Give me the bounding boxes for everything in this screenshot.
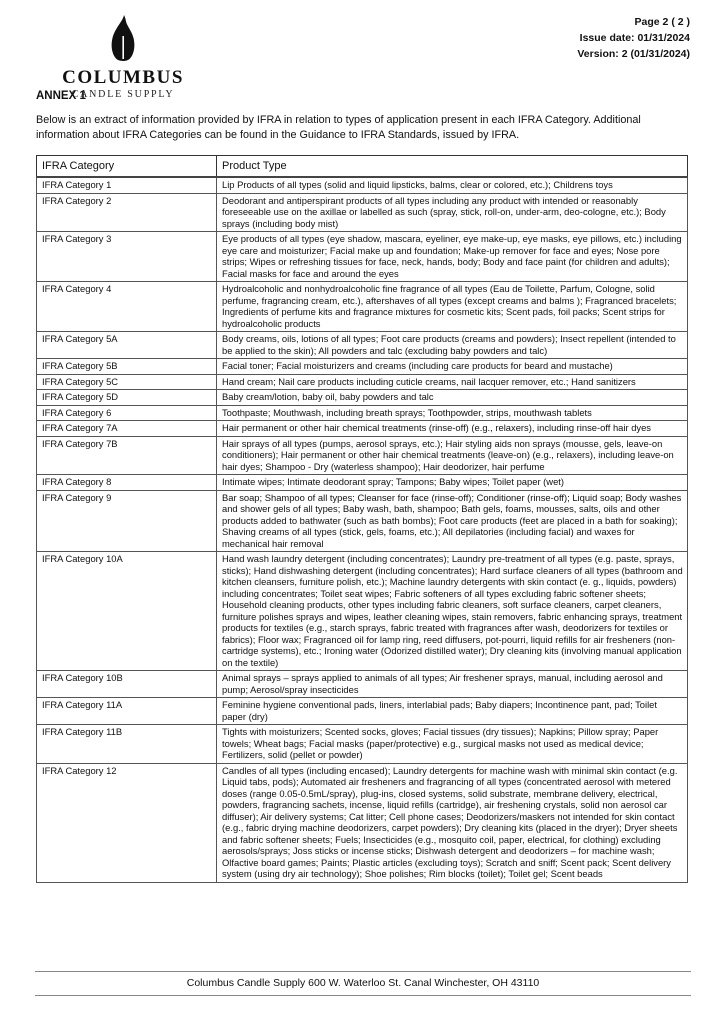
intro-paragraph: Below is an extract of information provided by IFRA in relation to types of application present in each IFRA Category. Additional information about IFRA Categories can be found in the Guidance to IFRA Standards, issued by IFRA. (36, 114, 641, 141)
table-row (37, 332, 688, 359)
ifra-category-cell: IFRA Category 7B (37, 436, 217, 475)
table-header-row (37, 156, 688, 178)
ifra-category-cell: IFRA Category 2 (37, 193, 217, 232)
product-type-cell: Hydroalcoholic and nonhydroalcoholic fine fragrance of all types (Eau de Toilette, Parfum, Cologne, solid perfume, fragrancing cream, etc.), aftershaves of all types (except creams and balms ); Fragranced bracelets; Ingredients of perfume kits and fragrance mixtures for cosmetic kits; Scent pads, foil packs; Scent strips for hydroalcoholic products (217, 282, 688, 332)
logo-company-name: COLUMBUS (62, 67, 184, 88)
document-meta (577, 14, 690, 62)
table-row (37, 374, 688, 390)
header-ifra-category: IFRA Category (37, 156, 217, 178)
ifra-category-cell: IFRA Category 9 (37, 490, 217, 552)
ifra-category-cell: IFRA Category 10A (37, 552, 217, 671)
product-type-cell: Deodorant and antiperspirant products of all types including any product with intended or reasonably foreseeable use on the axillae or labelled as such (spray, stick, roll-on, under-arm, deo-cologne, etc.); Body sprays (including body mist) (217, 193, 688, 232)
ifra-table-container (36, 155, 688, 883)
product-type-cell: Toothpaste; Mouthwash, including breath sprays; Toothpowder, strips, mouthwash tablets (217, 405, 688, 421)
ifra-category-cell: IFRA Category 8 (37, 475, 217, 491)
ifra-category-cell: IFRA Category 4 (37, 282, 217, 332)
product-type-cell: Hair sprays of all types (pumps, aerosol sprays, etc.); Hair styling aids non sprays (mousse, gels, leave-on conditioners); Hair permanent or other hair chemical treatments (leave-on) (e.g., relaxers), including leave-on hair dyes; Shampoo - Dry (waterless shampoo); Hair deodorizer, hair perfume (217, 436, 688, 475)
product-type-cell: Body creams, oils, lotions of all types; Foot care products (creams and powders); Insect repellent (intended to be applied to the skin); All powders and talc (excluding baby powders and talc) (217, 332, 688, 359)
table-row (37, 405, 688, 421)
table-row (37, 177, 688, 193)
annex-title: ANNEX 1 (36, 90, 86, 102)
flame-icon (103, 14, 143, 66)
product-type-cell: Intimate wipes; Intimate deodorant spray; Tampons; Baby wipes; Toilet paper (wet) (217, 475, 688, 491)
table-row (37, 490, 688, 552)
issue-date: Issue date: 01/31/2024 (579, 32, 690, 44)
ifra-category-cell: IFRA Category 3 (37, 232, 217, 282)
table-row (37, 763, 688, 882)
page-footer (35, 971, 691, 996)
ifra-category-cell: IFRA Category 1 (37, 177, 217, 193)
ifra-table-body (37, 177, 688, 882)
table-row (37, 390, 688, 406)
table-row (37, 671, 688, 698)
table-row (37, 359, 688, 375)
product-type-cell: Facial toner; Facial moisturizers and creams (including care products for beard and mustache) (217, 359, 688, 375)
ifra-category-cell: IFRA Category 6 (37, 405, 217, 421)
ifra-category-cell: IFRA Category 12 (37, 763, 217, 882)
logo-company-subname: CANDLE SUPPLY (71, 89, 175, 100)
ifra-category-cell: IFRA Category 10B (37, 671, 217, 698)
product-type-cell: Candles of all types (including encased); Laundry detergents for machine wash with minimal skin contact (e.g. Liquid tabs, pods); Automated air fresheners and fragrancing of all types (concentrated aerosol with metered doses (range 0.05-0.5mL/spray), plug-ins, closed systems, solid substrate, membrane delivery, electrical, powders, fragrancing sachets, incense, liquid refills (cartridge), air freshening crystals, solid non aerosol car diffuser); Air delivery systems; Cat litter; Cell phone cases; Deodorizers/maskers not intended for skin contact (e.g., fabric drying machine deodorizers, carpet powders); Dry cleaning kits (placed in the dryer); Dryer sheets and fabric softener sheets; Fuels; Insecticides (e.g., mosquito coil, paper, electrical, for clothing) excluding aerosols/sprays; Joss sticks or incense sticks; Dishwash detergent and deodorizers – for machine wash; Olfactive board games; Paints; Plastic articles (excluding toys); Scratch and sniff; Scent pack; Scent delivery system (using dry air technology); Shoe polishes; Rim blocks (toilet); Toilet gel; Scent beads (217, 763, 688, 882)
table-row (37, 193, 688, 232)
version: Version: 2 (01/31/2024) (577, 48, 690, 60)
ifra-category-cell: IFRA Category 5A (37, 332, 217, 359)
ifra-category-table (36, 155, 688, 883)
product-type-cell: Eye products of all types (eye shadow, mascara, eyeliner, eye make-up, eye masks, eye pillows, etc.) including eye care and moisturizer; Facial make up and foundation; Make-up remover for face and eyes; Nose pore strips; Wipes or refreshing tissues for face, neck, hands, body; Body and face paint (for children and adults); Facial masks for face and around the eyes (217, 232, 688, 282)
product-type-cell: Bar soap; Shampoo of all types; Cleanser for face (rinse-off); Conditioner (rinse-off); Liquid soap; Body washes and shower gels of all types; Baby wash, bath, shampoo; Bath gels, foams, mousses, salts, oils and other products added to bathwater (such as bath bombs); Foot care products (feet are placed in a bath for soaking); Shaving creams of all types (stick, gels, foams, etc.); All depilatories (including facial) and waxes for mechanical hair removal (217, 490, 688, 552)
table-row (37, 552, 688, 671)
header-product-type: Product Type (217, 156, 688, 178)
company-logo (36, 14, 196, 100)
product-type-cell: Hair permanent or other hair chemical treatments (rinse-off) (e.g., relaxers), including rinse-off hair dyes (217, 421, 688, 437)
product-type-cell: Hand cream; Nail care products including cuticle creams, nail lacquer remover, etc.; Hand sanitizers (217, 374, 688, 390)
product-type-cell: Hand wash laundry detergent (including concentrates); Laundry pre-treatment of all types (e.g. paste, sprays, sticks); Hand dishwashing detergent (including concentrates); Hard surface cleaners of all types (bathroom and kitchen cleansers, furniture polish, etc.); Machine laundry detergents with skin contact (e. g., liquids, powders) including concentrates; Toilet seat wipes; Fabric softeners of all types excluding fabric softener sheets; Household cleaning products, other types including fabric cleaners, soft surface cleaners, carpet cleaners, furniture polishes sprays and wipes, leather cleaning wipes, stain removers, fabric enhancing sprays, treatment products for textiles (e.g., starch sprays, fabric treated with fragrances after wash, deodorizers for textiles or fabrics); Floor wax; Fragranced oil for lamp ring, reed diffusers, pot-pourri, liquid refills for air fresheners (non-cartridge systems), etc.; Ironing water (Odorized distilled water); Dry cleaning kits (involving manual application on the textile) (217, 552, 688, 671)
page-number: Page 2 ( 2 ) (634, 16, 690, 28)
table-row (37, 282, 688, 332)
footer-address: Columbus Candle Supply 600 W. Waterloo St. Canal Winchester, OH 43110 (186, 977, 540, 989)
page-header (36, 14, 690, 100)
ifra-category-cell: IFRA Category 11B (37, 725, 217, 764)
table-row (37, 725, 688, 764)
product-type-cell: Lip Products of all types (solid and liquid lipsticks, balms, clear or colored, etc.); Childrens toys (217, 177, 688, 193)
table-row (37, 232, 688, 282)
ifra-category-cell: IFRA Category 11A (37, 698, 217, 725)
product-type-cell: Tights with moisturizers; Scented socks, gloves; Facial tissues (dry tissues); Napkins; Pillow spray; Paper towels; Wheat bags; Facial masks (paper/protective) e.g., surgical masks not used as medical device; Fertilizers, solid (pellet or powder) (217, 725, 688, 764)
table-row (37, 436, 688, 475)
table-row (37, 421, 688, 437)
ifra-category-cell: IFRA Category 5C (37, 374, 217, 390)
table-row (37, 475, 688, 491)
ifra-category-cell: IFRA Category 7A (37, 421, 217, 437)
product-type-cell: Feminine hygiene conventional pads, liners, interlabial pads; Baby diapers; Incontinence pant, pad; Toilet paper (dry) (217, 698, 688, 725)
product-type-cell: Baby cream/lotion, baby oil, baby powders and talc (217, 390, 688, 406)
product-type-cell: Animal sprays – sprays applied to animals of all types; Air freshener sprays, manual, including aerosol and pump; Aerosol/spray insecticides (217, 671, 688, 698)
ifra-category-cell: IFRA Category 5D (37, 390, 217, 406)
ifra-category-cell: IFRA Category 5B (37, 359, 217, 375)
table-row (37, 698, 688, 725)
